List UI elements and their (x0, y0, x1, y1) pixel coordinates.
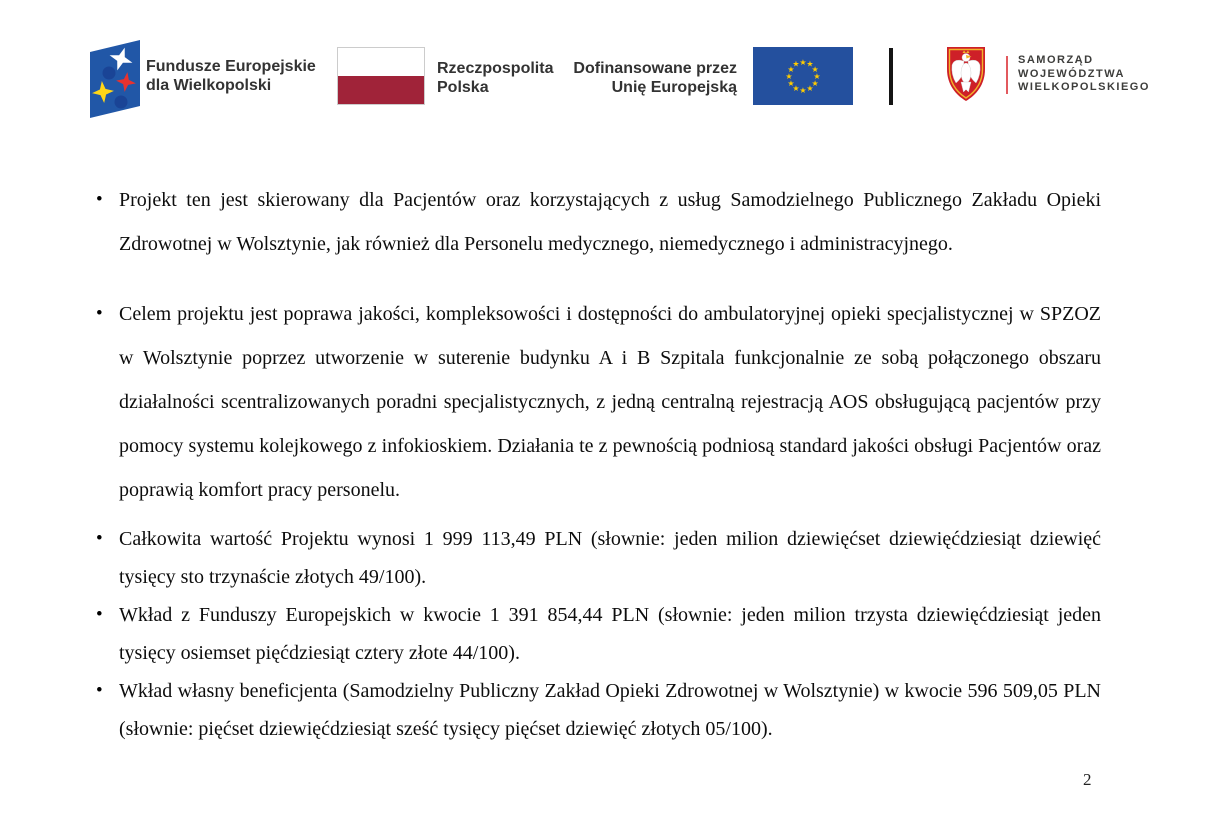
polish-flag-red-stripe (338, 76, 424, 104)
svg-text:★: ★ (785, 71, 793, 81)
bullet-item-project-goal: • Celem projektu jest poprawa jakości, kompleksowości i dostępności do ambulatoryjnej opieki specjalistycznej w SPZOZ w Wolsztynie poprzez utworzenie w suterenie budynku A i B Szpitala funkcjonalnie ze sobą połączonego obszaru działalności scentralizowanych poradni specjalistycznych, z jedną centralną rejestracją AOS obsługującą pacjentów przy pomocy systemu kolejkowego z infokioskiem. Działania te z pewnością podniosą standard jakości obsługi Pacjentów oraz poprawią komfort pracy personelu. (119, 292, 1101, 512)
bullet-item-project-audience: • Projekt ten jest skierowany dla Pacjentów oraz korzystających z usług Samodzielnego Publicznego Zakładu Opieki Zdrowotnej w Wolsztynie, jak również dla Personelu medycznego, niemedycznego i administracyjnego. (119, 178, 1101, 266)
red-separator-line (1006, 56, 1008, 94)
polish-flag-icon (337, 47, 425, 105)
samorzad-line3: WIELKOPOLSKIEGO (1018, 81, 1150, 93)
svg-text:★: ★ (787, 78, 795, 88)
samorzad-text (1018, 54, 1150, 95)
svg-text:★: ★ (811, 78, 819, 88)
bullet-item-own-contribution: • Wkład własny beneficjenta (Samodzielny Publiczny Zakład Opieki Zdrowotnej w Wolsztynie) w kwocie 596 509,05 PLN (słownie: pięćset dziewięćdziesiąt sześć tysięcy pięćset dziewięć złotych 05/100). (119, 672, 1101, 748)
svg-text:★: ★ (799, 57, 807, 67)
eu-funds-logo-line2: dla Wielkopolski (146, 77, 272, 94)
svg-text:★: ★ (792, 83, 800, 93)
eu-cofunding-line1: Dofinansowane przez (573, 60, 737, 77)
document-body (95, 178, 1101, 748)
eu-funds-logo-text (146, 57, 316, 95)
vertical-separator-bar (889, 48, 893, 105)
svg-text:★: ★ (792, 59, 800, 69)
svg-text:★: ★ (806, 59, 814, 69)
poland-line1: Rzeczpospolita (437, 60, 554, 77)
svg-text:★: ★ (787, 64, 795, 74)
eu-funds-logo-line1: Fundusze Europejskie (146, 58, 316, 75)
svg-text:★: ★ (811, 64, 819, 74)
coat-of-arms-icon (945, 45, 987, 105)
bullet-item-eu-contribution: • Wkład z Funduszy Europejskich w kwocie 1 391 854,44 PLN (słownie: jeden milion trzysta dziewięćdziesiąt jeden tysięcy osiemset pięćdziesiąt cztery złote 44/100). (119, 596, 1101, 672)
eu-flag-icon (753, 47, 853, 105)
eu-funds-flag-icon (90, 40, 140, 118)
samorzad-line1: SAMORZĄD (1018, 54, 1094, 66)
bullet-list (95, 178, 1101, 748)
poland-line2: Polska (437, 79, 489, 96)
bullet-item-total-value: • Całkowita wartość Projektu wynosi 1 999 113,49 PLN (słownie: jeden milion dziewięćset dziewięćdziesiąt dziewięć tysięcy sto trzynaście złotych 49/100). (119, 520, 1101, 596)
eu-cofunding-text (500, 59, 737, 97)
eu-cofunding-line2: Unię Europejską (611, 79, 737, 96)
svg-text:★: ★ (813, 71, 821, 81)
svg-text:★: ★ (806, 83, 814, 93)
svg-text:★: ★ (799, 85, 807, 95)
page-number: 2 (1083, 770, 1092, 789)
samorzad-line2: WOJEWÓDZTWA (1018, 67, 1125, 80)
